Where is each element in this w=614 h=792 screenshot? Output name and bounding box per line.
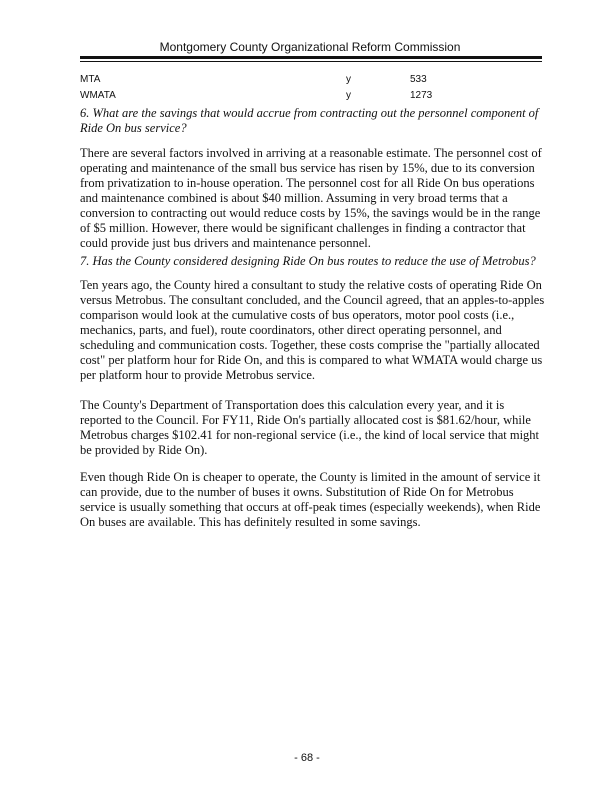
agency-value: 1273 [410,90,433,101]
paragraph-dot-calculation: The County's Department of Transportation does this calculation every year, and it is reported to the Council. For FY11, Ride On's partially allocated cost is $81.62/hour, while Metrobus charges $102.41 for non-regional service (i.e., the kind of local service that might be provided by Ride On). [80,398,540,457]
agency-flag: y [346,74,351,85]
paragraph-consultant-study: Ten years ago, the County hired a consultant to study the relative costs of operating Ride On versus Metrobus. The consultant concluded, and the Council agreed, that an apples-to-apples comparison would look at the cumulative costs of bus operators, motor pool costs (i.e., mechanics, parts, and fuel), route coordinators, other direct operating personnel, and scheduling and communication costs. Together, these costs comprise the "partially allocated cost" per platform hour for Ride On, and this is compared to what WMATA would charge us per platform hour to provide Metrobus service. [80,278,545,382]
agency-flag: y [346,90,351,101]
question-6: 6. What are the savings that would accrue from contracting out the personnel component of Ride On bus service? [80,106,539,135]
page-number: - 68 - [294,752,320,764]
header-rule-thin [80,61,542,62]
agency-value: 533 [410,74,427,85]
table-row [80,74,540,88]
agency-name: WMATA [80,90,116,101]
agency-name: MTA [80,74,101,85]
header-rule-thick [80,56,542,59]
paragraph-personnel-savings: There are several factors involved in arriving at a reasonable estimate. The personnel cost of operating and maintenance of the small bus service has risen by 15%, due to its conversion from privatization to in-house operation. The personnel cost for all Ride On bus operations and maintenance combined is about $40 million. Assuming in very broad terms that a conversion to contracting out would reduce costs by 15%, the savings would be in the range of $5 million. However, there would be significant challenges in finding a contractor that could provide just bus drivers and maintenance personnel. [80,146,542,250]
question-7: 7. Has the County considered designing Ride On bus routes to reduce the use of Metrobus? [80,254,536,268]
table-row [80,90,540,104]
paragraph-ride-on-limits: Even though Ride On is cheaper to operate, the County is limited in the amount of service it can provide, due to the number of buses it owns. Substitution of Ride On for Metrobus service is usually something that occurs at off-peak times (especially weekends), when Ride On buses are available. This has definitely resulted in some savings. [80,470,541,529]
page-header-title: Montgomery County Organizational Reform Commission [159,40,461,54]
